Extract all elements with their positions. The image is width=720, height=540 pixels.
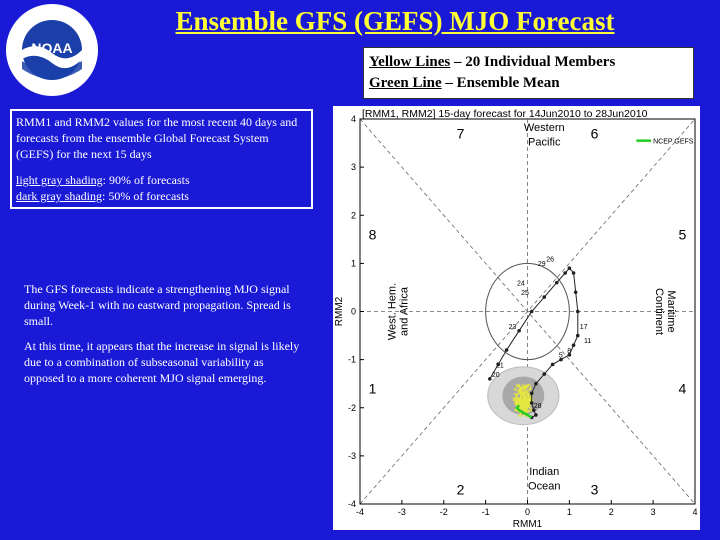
y-tick-label: -2 xyxy=(347,402,356,413)
y-axis-label-group xyxy=(334,296,345,326)
description-box xyxy=(10,109,313,209)
observed-point xyxy=(574,290,578,294)
note-paragraph-2: At this time, it appears that the increase in signal is likely due to a combination of subseasonal variability as opposed to a more coherent MJO signal emerging. xyxy=(24,339,300,385)
observed-point xyxy=(534,413,538,417)
y-tick-label: -1 xyxy=(347,354,356,365)
observed-point xyxy=(517,329,521,333)
y-tick-label: 4 xyxy=(350,114,356,124)
observed-point xyxy=(542,372,546,376)
mjo-phase-svg xyxy=(333,106,700,530)
observed-day-label: 5 xyxy=(558,352,563,360)
note-paragraph-1: The GFS forecasts indicate a strengthening MJO signal during Week-1 with no eastward propagation. Spread is small. xyxy=(24,282,291,328)
observed-point xyxy=(542,295,546,299)
observed-day-label: 23 xyxy=(508,323,517,331)
phase-number: 7 xyxy=(456,125,465,142)
legend-members-label: Yellow Lines xyxy=(369,54,451,70)
phase-number: 1 xyxy=(368,380,377,397)
mjo-phase-chart xyxy=(333,106,700,530)
legend-members-line xyxy=(369,52,688,73)
observed-day-label: 20 xyxy=(491,371,500,379)
observed-point xyxy=(576,334,580,338)
observed-point xyxy=(563,271,567,275)
y-tick-label: -3 xyxy=(347,450,356,461)
region-label-bottom: Ocean xyxy=(528,480,561,493)
observed-point xyxy=(572,271,576,275)
x-tick-label: -3 xyxy=(397,507,406,517)
observed-day-label: 26 xyxy=(546,256,555,264)
observed-point xyxy=(505,348,509,352)
y-tick-label: 2 xyxy=(350,210,356,221)
forecast-notes xyxy=(24,281,304,395)
observed-day-label: 11 xyxy=(583,338,592,346)
logo-text: NOAA xyxy=(31,40,73,56)
y-tick-label: 0 xyxy=(350,306,356,317)
observed-day-label: 17 xyxy=(579,323,588,331)
shading-light-text: : 90% of forecasts xyxy=(102,173,190,187)
observed-day-label: 24 xyxy=(516,280,525,288)
noaa-logo xyxy=(5,3,99,97)
observed-day-label: 29 xyxy=(537,261,546,269)
legend-mean-text: – Ensemble Mean xyxy=(441,75,560,91)
region-label-left-line: West. Hem. xyxy=(386,282,399,341)
phase-number: 2 xyxy=(456,481,465,498)
observed-point xyxy=(572,343,576,347)
region-label-top: Western xyxy=(523,122,565,135)
observed-point xyxy=(534,382,538,386)
observed-day-label: 21 xyxy=(496,362,504,370)
legend-members-text: – 20 Individual Members xyxy=(450,54,616,70)
x-tick-label: -4 xyxy=(355,507,365,517)
x-tick-label: -1 xyxy=(481,507,490,517)
y-axis-label: RMM2 xyxy=(334,296,345,327)
x-tick-label: 1 xyxy=(566,507,572,517)
region-label-top: Pacific xyxy=(528,136,561,149)
region-label-bottom: Indian xyxy=(529,466,560,479)
x-tick-label: 4 xyxy=(692,507,698,517)
legend-mean-label: Green Line xyxy=(369,75,442,91)
observed-day-label: 28 xyxy=(533,403,542,411)
observed-point xyxy=(530,392,534,396)
legend-box xyxy=(363,47,694,99)
observed-point xyxy=(568,266,572,270)
x-tick-label: 0 xyxy=(524,507,531,517)
observed-point xyxy=(576,310,580,314)
observed-point xyxy=(530,310,534,314)
phase-number: 6 xyxy=(590,125,599,142)
x-tick-label: -2 xyxy=(439,507,448,517)
description-text: RMM1 and RMM2 values for the most recent 40 days and forecasts from the ensemble Global Forecast System (GEFS) for the next 15 days xyxy=(16,115,298,161)
y-tick-label: 3 xyxy=(350,162,356,173)
region-label-right xyxy=(653,288,677,335)
phase-number: 4 xyxy=(678,380,687,397)
x-tick-label: 2 xyxy=(608,507,614,517)
region-label-left xyxy=(387,283,411,340)
y-tick-label: 1 xyxy=(350,258,356,269)
y-tick-label: -4 xyxy=(347,499,356,509)
observed-point xyxy=(555,281,559,285)
shading-light-label: light gray shading xyxy=(16,173,103,187)
phase-number: 8 xyxy=(368,226,377,243)
observed-day-label: 25 xyxy=(521,290,529,298)
observed-point xyxy=(551,363,555,367)
x-axis-label: RMM1 xyxy=(512,519,543,530)
phase-number: 5 xyxy=(678,226,687,243)
region-label-right-line: Maritime xyxy=(664,290,677,333)
legend-entry: NCEP GEFS xyxy=(653,138,694,146)
phase-number: 3 xyxy=(590,481,599,498)
region-label-right-line: Continent xyxy=(652,287,665,336)
shading-light-line xyxy=(16,172,307,188)
region-label-left-line: and Africa xyxy=(398,287,411,336)
shading-dark-text: : 50% of forecasts xyxy=(101,189,189,203)
x-tick-label: 3 xyxy=(650,507,656,517)
page-title: Ensemble GFS (GEFS) MJO Forecast xyxy=(175,6,615,36)
shading-dark-line xyxy=(16,188,307,204)
legend-mean-line xyxy=(369,73,688,94)
chart-title: [RMM1, RMM2] 15-day forecast for 14Jun2010 to 28Jun2010 xyxy=(362,108,648,120)
shading-dark-label: dark gray shading xyxy=(16,189,102,203)
observed-day-label: 8 xyxy=(567,347,572,355)
